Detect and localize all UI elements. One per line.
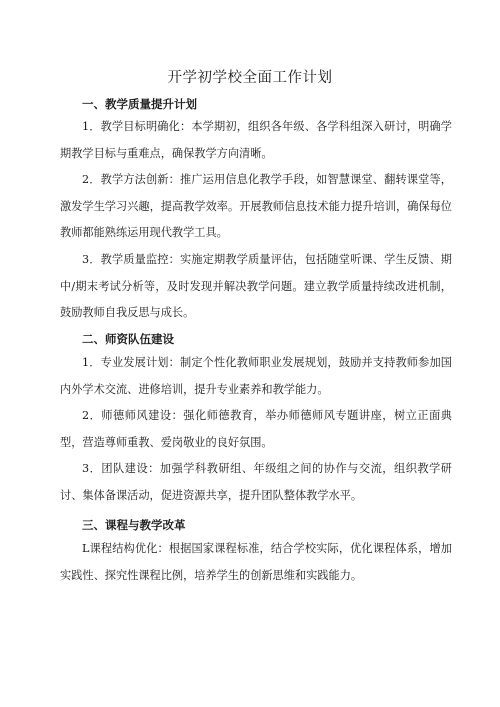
section-heading-teaching-quality: 一、教学质量提升计划	[82, 97, 197, 111]
paragraph-teaching-methods: 2．教学方法创新：推广运用信息化教学手段，如智慧课堂、翻转课堂等，激发学生学习兴趣，提高教学效率。开展教师信息技术能力提升培训，确保每位教师都能熟练运用现代教学工具。	[60, 173, 452, 239]
section-heading-faculty: 二、师资队伍建设	[82, 332, 174, 346]
document-title: 开学初学校全面工作计划	[167, 70, 333, 86]
paragraph-team-building: 3．团队建设：加强学科教研组、年级组之间的协作与交流，组织教学研讨、集体备课活动，促进资源共享，提升团队整体教学水平。	[60, 462, 452, 502]
paragraph-quality-monitoring: 3．教学质量监控：实施定期教学质量评估，包括随堂听课、学生反馈、期中/期末考试分析等，及时发现并解决教学问题。建立教学质量持续改进机制，鼓励教师自我反思与成长。	[60, 253, 452, 319]
paragraph-teaching-goals: 1．教学目标明确化：本学期初，组织各年级、各学科组深入研讨，明确学期教学目标与重难点，确保教学方向清晰。	[60, 120, 452, 160]
paragraph-curriculum-structure: L课程结构优化：根据国家课程标准，结合学校实际，优化课程体系，增加实践性、探究性课程比例，培养学生的创新思维和实践能力。	[60, 542, 452, 582]
paragraph-professional-development: 1．专业发展计划：制定个性化教师职业发展规划，鼓励并支持教师参加国内外学术交流、进修培训，提升专业素养和教学能力。	[60, 356, 452, 396]
section-heading-curriculum: 三、课程与教学改革	[82, 518, 186, 532]
paragraph-teacher-ethics: 2．师德师风建设：强化师德教育，举办师德师风专题讲座，树立正面典型，营造尊师重教、爱岗敬业的良好氛围。	[60, 409, 452, 449]
